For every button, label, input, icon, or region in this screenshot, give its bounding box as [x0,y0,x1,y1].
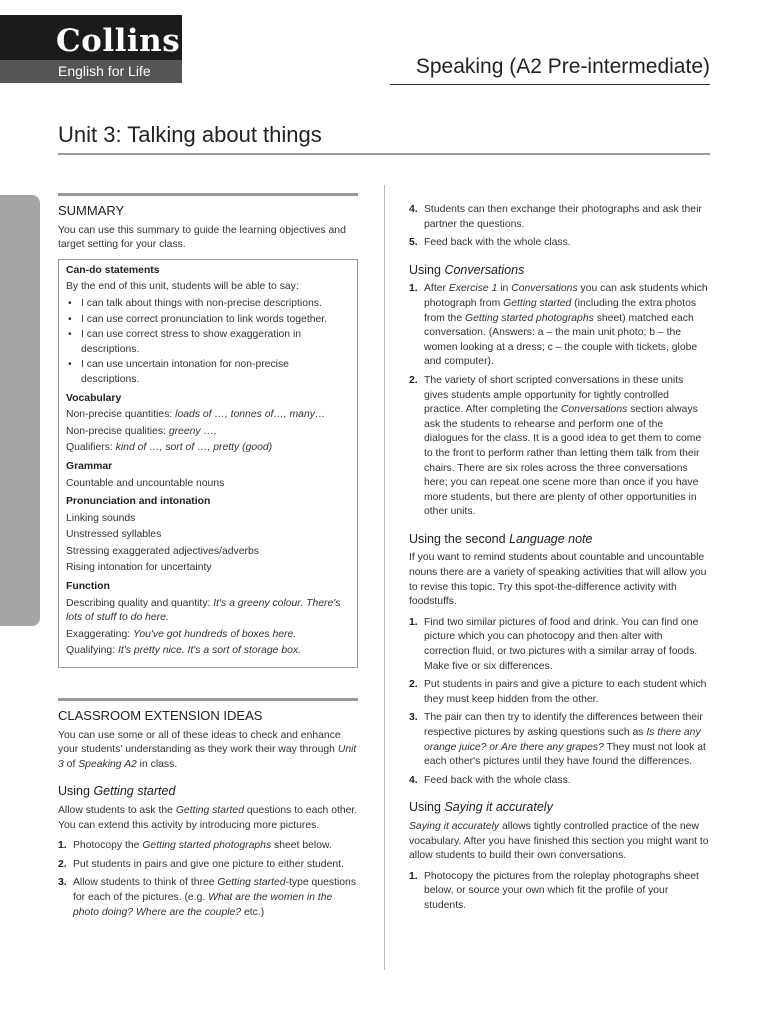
list-item: 4. Students can then exchange their photographs and ask their partner the questions. [409,204,702,230]
header-title: Speaking (A2 Pre-intermediate) [415,55,710,78]
function-describing: Describing quality and quantity: It's a greeny colour. There's lots of stuff to do here. [66,597,341,624]
list-item: 4. Feed back with the whole class. [409,774,571,786]
summary-box [58,259,358,668]
left-column [58,193,358,924]
list-item: 2. Put students in pairs and give a picture to each student which they must keep hidden from the other. [409,679,707,705]
pronunciation-heading: Pronunciation and intonation [66,496,211,508]
header-rule [390,84,710,85]
can-do-heading: Can-do statements [66,264,160,276]
list-item: Unstressed syllables [66,529,162,541]
can-do-list [66,297,350,388]
getting-started-heading: Using Getting started [58,784,176,799]
function-exaggerating: Exaggerating: You've got hundreds of boxes here. [66,628,297,640]
language-note-list [409,616,709,789]
summary-heading: SUMMARY [58,203,125,218]
getting-started-list [58,839,358,920]
function-qualifying: Qualifying: It's pretty nice. It's a sort of storage box. [66,645,301,657]
saying-it-heading: Using Saying it accurately [409,800,553,815]
section-rule [58,698,358,701]
logo-tagline: English for Life [58,63,151,79]
grammar-item: Countable and uncountable nouns [66,477,225,489]
list-item: • I can talk about things with non-precise descriptions. [66,297,350,312]
language-note-intro: If you want to remind students about countable and uncountable nouns there are a variety of speaking activities that will allow you to revise this topic. Try this spot-the-difference activity with foodstuffs. [409,552,707,608]
list-item: Linking sounds [66,512,136,524]
list-item: 3. Allow students to think of three Getting started-type questions for each of the pictures. (e.g. What are the women in the photo doing? Where are the couple? etc.) [58,877,357,918]
getting-started-list-cont [409,203,709,251]
list-item: Rising intonation for uncertainty [66,562,212,574]
unit-rule [58,153,710,155]
language-note-heading: Using the second Language note [409,531,593,546]
saying-it-list [409,870,709,914]
conversations-list [409,282,709,520]
vocab-qualities: Non-precise qualities: greeny …, [66,425,217,437]
list-item: • I can use correct pronunciation to link words together. [66,313,350,328]
getting-started-intro: Allow students to ask the Getting started questions to each other. You can extend this activity by introducing more pictures. [58,805,358,831]
logo-tagline-bar [0,60,182,83]
list-item: 5. Feed back with the whole class. [409,237,571,249]
can-do-intro: By the end of this unit, students will be able to say: [66,281,299,293]
list-item: 1. Photocopy the pictures from the roleplay photographs sheet below, or source your own which fit the profile of your students. [409,870,699,911]
list-item: 1. After Exercise 1 in Conversations you can ask students which photograph from Getting started (including the extra photos from the Getting started photographs sheet) matched each conversation. (Answers: a – the main unit photo; b – the women looking at a dress; c – the couple with tickets, globe and computer). [409,283,708,368]
vocabulary-heading: Vocabulary [66,392,122,404]
vocab-qualifiers: Qualifiers: kind of …, sort of …, pretty (good) [66,442,273,454]
list-item: Stressing exaggerated adjectives/adverbs [66,545,259,557]
list-item: 1. Find two similar pictures of food and drink. You can find one picture which you can photocopy and then alter with correction fluid, or two pictures with a similar array of foods. Make five or six differences. [409,616,699,672]
list-item: • I can use correct stress to show exaggeration in descriptions. [66,328,350,357]
extension-heading: CLASSROOM EXTENSION IDEAS [58,708,263,724]
summary-intro: You can use this summary to guide the learning objectives and target setting for your class. [58,224,346,251]
vocab-quantities: Non-precise quantities: loads of …, tonnes of…, many… [66,409,326,421]
logo-wordmark: Collins [56,23,181,59]
list-item: 2. The variety of short scripted conversations in these units gives students ample opportunity for tightly controlled practice. After completing the Conversations section always ask the students to rehearse and perform one of the dialogues for the class. It is a good idea to get them to come to the front to perform rather than letting them talk from their chairs. There are six roles across the three conversations here; you can repeat one scene more than once if you have more students, but there are plenty of other opportunities in other units. [409,374,702,518]
list-item: 2. Put students in pairs and give one picture to either student. [58,858,344,870]
list-item: 1. Photocopy the Getting started photographs sheet below. [58,840,332,852]
list-item: 3. The pair can then try to identify the differences between their respective pictures by asking questions such as Is there any orange juice? or Are there any grapes? They must not look at each other's pictures until they have found the differences. [409,712,706,768]
saying-it-intro: Saying it accurately allows tightly controlled practice of the new vocabulary. After you have finished this section you might want to allow students to build their own conversations. [409,820,709,862]
grammar-heading: Grammar [66,460,113,472]
list-item: • I can use uncertain intonation for non-precise descriptions. [66,358,350,387]
function-heading: Function [66,581,110,593]
unit-title: Unit 3: Talking about things [58,122,322,147]
section-rule [58,193,358,196]
side-tab [0,195,40,626]
right-column [409,203,709,918]
extension-intro: You can use some or all of these ideas to check and enhance your students' understanding as they work their way through Unit 3 of Speaking A2 in class. [58,729,357,770]
collins-logo [0,15,182,83]
column-divider [384,185,385,970]
conversations-heading: Using Conversations [409,262,525,277]
